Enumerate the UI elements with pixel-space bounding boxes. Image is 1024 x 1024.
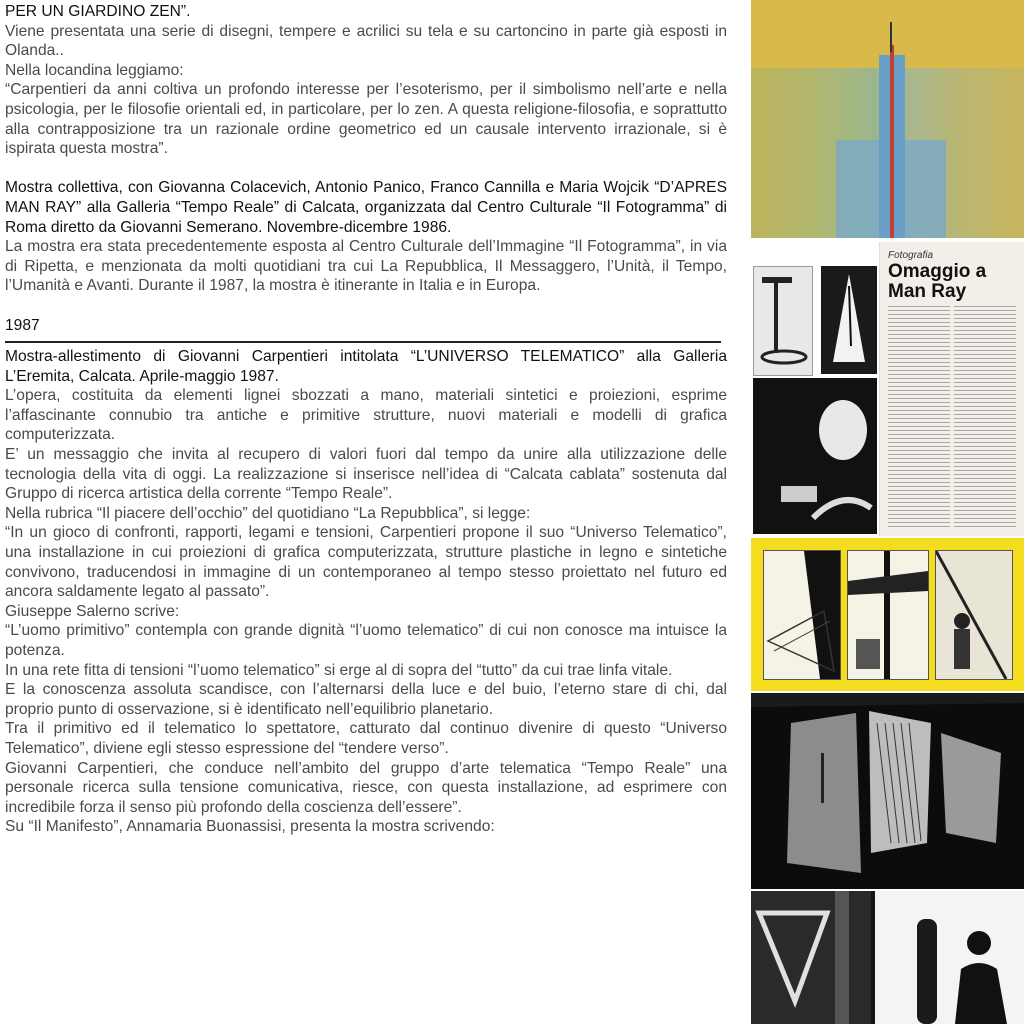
paragraph: “In un gioco di confronti, rapporti, legami e tensioni, Carpentieri propone il suo “Universo Telematico”, una installazione in cui proiezioni di grafica computerizzata, strutture plastiche in legno e sintetiche convivono, traducendosi in immagine di un contemporaneo al tempo stesso proiettato nel futuro ed ancora saldamente legato al passato”.: [5, 524, 727, 601]
paragraph: La mostra era stata precedentemente esposta al Centro Culturale dell’Immagine “Il Fotogramma”, in via di Ripetta, e menzionata da molti quotidiani tra cui La Repubblica, Il Messaggero, l’Unità, il Tempo, l’Umanità e Avanti. Durante il 1987, la mostra è itinerante in Italia e in Europa.: [5, 238, 727, 295]
paragraph: Nella rubrica “Il piacere dell’occhio” del quotidiano “La Repubblica”, si legge:: [5, 504, 531, 522]
installation-photo: [751, 693, 1024, 889]
newspaper-clipping: [879, 242, 1024, 536]
paragraph: Mostra-allestimento di Giovanni Carpentieri intitolata “L’UNIVERSO TELEMATICO” alla Galleria L’Eremita, Calcata. Aprile-maggio 1987.: [5, 348, 727, 385]
photo-metronome: [821, 266, 877, 374]
paragraph: Giovanni Carpentieri, che conduce nell’ambito del gruppo d’arte telematica “Tempo Reale” una personale ricerca sulla tensione comunicativa, riesce, con questa installazione, ad esprimere con incredibile forza il senso più profondo della coscienza dell’essere”.: [5, 759, 727, 816]
photo-frame-3: [935, 550, 1013, 680]
photo-frame-1: [763, 550, 841, 680]
text-column: [5, 2, 727, 837]
paragraph: L’opera, costituita da elementi lignei sbozzati a mano, materiali sintetici e proiezioni, esprime l’affascinante connubio tra antiche e primitive strutture, nuovi materiali e modelli di grafica computerizzata.: [5, 387, 727, 444]
photo-mask: [753, 378, 877, 534]
zen-painting-image: [751, 0, 1024, 238]
paragraph: Giuseppe Salerno scrive:: [5, 602, 180, 620]
clipping-kicker: Fotografia: [888, 250, 934, 261]
photo-frame-2: [847, 550, 929, 680]
paragraph: Tra il primitivo ed il telematico lo spettatore, catturato dal continuo divenire di questo “Universo Telematico”, diviene egli stesso espressione del “tendere verso”.: [5, 720, 727, 757]
section-year: 1987: [5, 316, 40, 334]
figure-photos: [751, 891, 1024, 1024]
paragraph: E la conoscenza assoluta scandisce, con l’alternarsi della luce e del buio, l’eterno stare di chi, dal proprio punto di osservazione, si è identificato nell’equilibrio planetario.: [5, 681, 727, 718]
image-column: [751, 0, 1024, 1024]
clipping-headline: Omaggio a Man Ray: [888, 261, 987, 302]
yellow-frame-photos: [751, 538, 1024, 691]
photo-sculpture: [753, 266, 813, 376]
divider: [5, 341, 721, 343]
paragraph: PER UN GIARDINO ZEN”.: [5, 3, 191, 20]
paragraph: Nella locandina leggiamo:: [5, 61, 184, 79]
man-ray-collage: [751, 240, 1024, 536]
paragraph: In una rete fitta di tensioni “l’uomo telematico” si erge al di sopra del “tutto” da cui trae linfa vitale.: [5, 661, 673, 679]
paragraph: “Carpentieri da anni coltiva un profondo interesse per l’esoterismo, per il simbolismo nell’arte e nella psicologia, per le filosofie orientali ed, in particolare, per lo zen. A questa religione-filosofia, e soprattutto alla contrapposizione tra un razionale ordine geometrico ed un causale intervento irrazionale, si è ispirata questa mostra”.: [5, 81, 727, 158]
paragraph: Mostra collettiva, con Giovanna Colacevich, Antonio Panico, Franco Cannilla e Maria Wojcik “D’APRES MAN RAY” alla Galleria “Tempo Reale” di Calcata, organizzata dal Centro Culturale “Il Fotogramma” di Roma diretto da Giovanni Semerano. Novembre-dicembre 1986.: [5, 179, 727, 236]
paragraph: Viene presentata una serie di disegni, tempere e acrilici su tela e su cartoncino in parte già esposti in Olanda..: [5, 22, 727, 60]
paragraph: Su “Il Manifesto”, Annamaria Buonassisi, presenta la mostra scrivendo:: [5, 818, 495, 836]
paragraph: E’ un messaggio che invita al recupero di valori fuori dal tempo da unire alla utilizzazione delle tecnologia della vita di oggi. La realizzazione si inserisce nell’idea di “Calcata cablata” sostenuta dal Gruppo di ricerca artistica della corrente “Tempo Reale”.: [5, 446, 727, 503]
paragraph: “L’uomo primitivo” contempla con grande dignità “l’uomo telematico” di cui non conosce ma intuisce la potenza.: [5, 622, 727, 659]
